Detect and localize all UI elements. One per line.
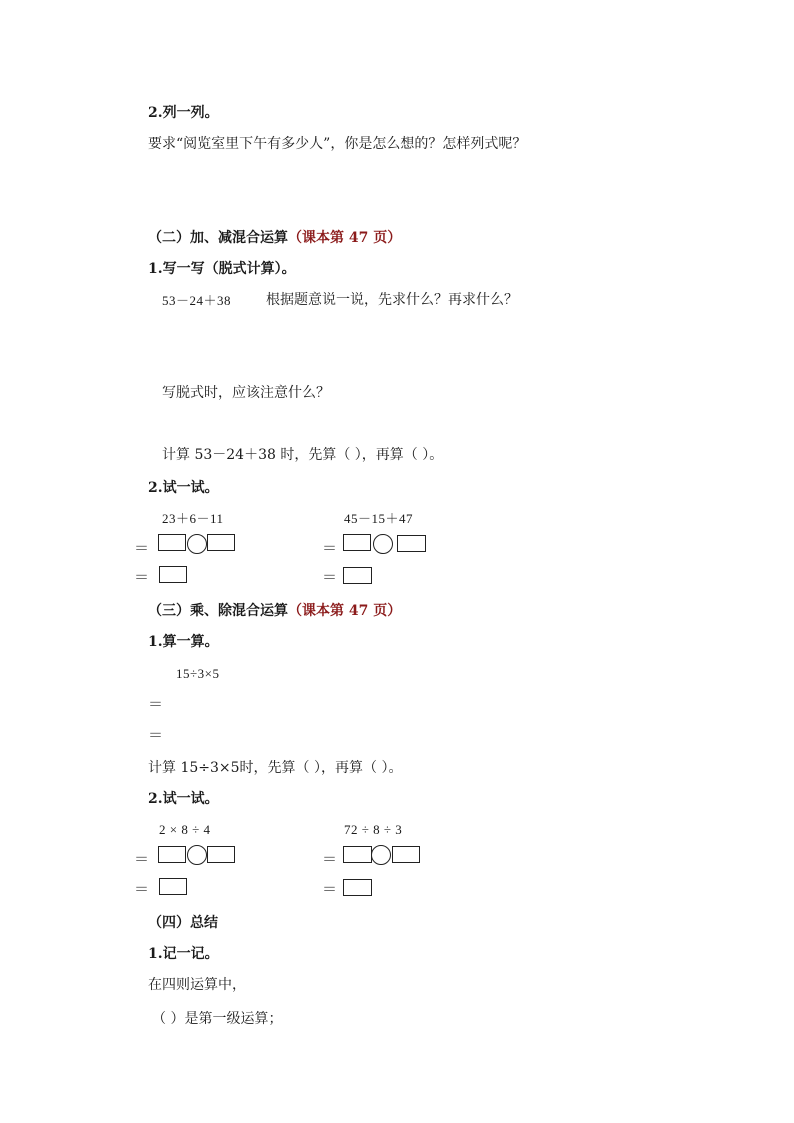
part2-item1-prompt: 根据题意说一说，先求什么？再求什么？ <box>266 292 518 308</box>
part2-item2-expr-right: 45－15＋47 <box>344 511 414 526</box>
part3-item2-expr-left: 2 × 8 ÷ 4 <box>159 822 211 837</box>
equals-sign: ＝ <box>148 728 164 744</box>
answer-box[interactable] <box>158 846 186 863</box>
part3-page-ref: （课本第 47 页） <box>288 603 402 619</box>
equals-sign: ＝ <box>322 570 338 586</box>
equals-sign: ＝ <box>322 541 338 557</box>
part3-title-text: （三）乘、除混合运算 <box>148 603 288 619</box>
answer-box[interactable] <box>343 846 372 863</box>
equals-sign: ＝ <box>322 882 338 898</box>
answer-box[interactable] <box>392 846 420 863</box>
operator-circle[interactable] <box>371 845 391 865</box>
part2-item1-expr: 53－24＋38 <box>162 293 232 308</box>
answer-box[interactable] <box>207 846 235 863</box>
part4-item1-intro: 在四则运算中， <box>148 977 246 993</box>
answer-box[interactable] <box>343 879 372 896</box>
answer-box[interactable] <box>343 567 372 584</box>
part4-item1-heading: 1.记一记。 <box>148 946 219 962</box>
operator-circle[interactable] <box>187 845 207 865</box>
answer-box[interactable] <box>397 535 426 552</box>
answer-box[interactable] <box>159 566 187 583</box>
part2-title-text: （二）加、减混合运算 <box>148 230 288 246</box>
part2-page-ref: （课本第 47 页） <box>288 230 402 246</box>
equals-sign: ＝ <box>134 541 150 557</box>
list-heading: 2.列一列。 <box>148 105 219 121</box>
operator-circle[interactable] <box>187 534 207 554</box>
part3-title <box>148 602 401 620</box>
part2-item1-note: 写脱式时，应该注意什么？ <box>162 385 330 401</box>
operator-circle[interactable] <box>373 534 393 554</box>
part2-title <box>148 229 401 247</box>
list-question: 要求“阅览室里下午有多少人”，你是怎么想的？怎样列式呢？ <box>148 136 527 152</box>
equals-sign: ＝ <box>134 570 150 586</box>
equals-sign: ＝ <box>134 882 150 898</box>
part2-item2-expr-left: 23＋6－11 <box>162 511 224 526</box>
part4-title: （四）总结 <box>148 915 218 931</box>
part3-item2-expr-right: 72 ÷ 8 ÷ 3 <box>344 822 403 837</box>
equals-sign: ＝ <box>148 697 164 713</box>
part2-item2-heading: 2.试一试。 <box>148 480 219 496</box>
answer-box[interactable] <box>207 534 235 551</box>
part2-item1-fill: 计算 53－24＋38 时，先算（ ），再算（ ）。 <box>162 447 444 463</box>
answer-box[interactable] <box>158 534 186 551</box>
part3-item1-heading: 1.算一算。 <box>148 634 219 650</box>
part4-item1-line1: （ ）是第一级运算； <box>152 1011 283 1027</box>
part2-item1-heading: 1.写一写（脱式计算）。 <box>148 261 296 277</box>
answer-box[interactable] <box>343 534 371 551</box>
answer-box[interactable] <box>159 878 187 895</box>
part3-item1-expr: 15÷3×5 <box>176 666 220 681</box>
part3-item1-fill: 计算 15÷3×5时，先算（ ），再算（ ）。 <box>148 760 403 776</box>
equals-sign: ＝ <box>322 852 338 868</box>
equals-sign: ＝ <box>134 852 150 868</box>
part3-item2-heading: 2.试一试。 <box>148 791 219 807</box>
